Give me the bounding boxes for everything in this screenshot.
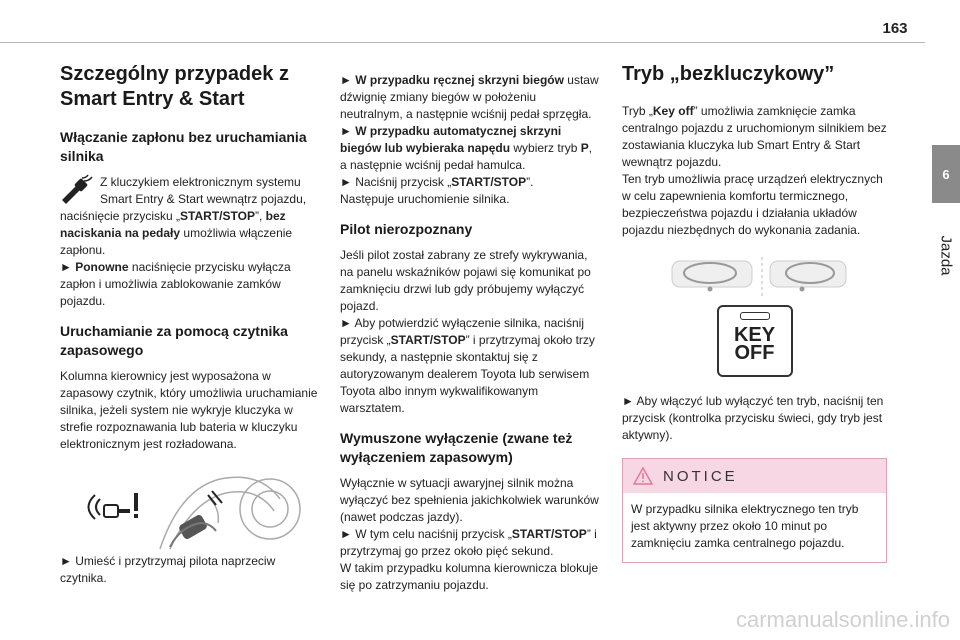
para-backup-reader-2: ► Umieść i przytrzymaj pilota naprzeciw czytnika. [60, 554, 276, 585]
section-ignition [60, 128, 322, 310]
para-keyless-2: Ten tryb umożliwia pracę urządzeń elektrycznych w celu zapewnienia komfortu termicznego, bezpieczeństwa pojazdu i działania układów pojazdu niezbędnych do wykonania zadania. [622, 172, 883, 237]
notice-box [622, 458, 887, 563]
section-backup-reader [60, 322, 322, 587]
section-remote-not-recognized [340, 220, 602, 417]
key-off-button[interactable] [717, 305, 793, 377]
heading-forced-shutdown: Wymuszone wyłączenie (zwane też wyłączeniem zapasowym) [340, 430, 573, 465]
heading-ignition: Włączanie zapłonu bez uruchamiania silnika [60, 129, 307, 164]
para-remote-1: Jeśli pilot został zabrany ze strefy wykrywania, na panelu wskaźników pojawi się komunikat po zamknięciu drzwi lub gdy próbujemy wyłączyć pojazd. [340, 248, 591, 313]
para-forced-2: ► W tym celu naciśnij przycisk „START/STOP” i przytrzymaj go przez około pięć sekund. [340, 527, 597, 558]
backup-reader-illustration [60, 469, 322, 539]
steering-column-reader-figure [60, 469, 322, 551]
para-manual-gearbox: ► W przypadku ręcznej skrzyni biegów ustaw dźwignię zmiany biegów w położeniu neutralnym, a następnie wciśnij pedał sprzęgła. [340, 73, 599, 121]
chapter-tab[interactable] [932, 145, 960, 203]
notice-body: W przypadku silnika elektrycznego ten tryb jest aktywny przez około 10 minut po zamknięciu zamka centralnego pojazdu. [631, 502, 859, 550]
remote-key-icon [58, 174, 94, 204]
key-off-label-line1: KEY [733, 324, 776, 346]
para-ignition-1: Z kluczykiem elektronicznym systemu Smart Entry & Start wewnątrz pojazdu, naciśnięcie przycisku „START/STOP”, bez naciskania na pedały umożliwia włączenie zapłonu. [60, 175, 307, 257]
para-forced-3: W takim przypadku kolumna kierownicza blokuje się po zatrzymaniu pojazdu. [340, 561, 599, 592]
para-keyless-1: Tryb „Key off” umożliwia zamknięcie zamka centralngo pojazdu z uruchomionym silnikiem bez zostawiania kluczyka lub Smart Entry & Start wewnątrz pojazdu. [622, 104, 887, 169]
section-title: Szczególny przypadek z Smart Entry & Start [60, 63, 289, 110]
warning-triangle-icon [633, 467, 653, 485]
watermark: carmanualsonline.info [735, 607, 950, 632]
chapter-number: 6 [942, 166, 950, 182]
para-keyless-3: ► Aby włączyć lub wyłączyć ten tryb, naciśnij ten przycisk (kontrolka przycisku świeci, gdy tryb jest aktywny). [622, 394, 884, 442]
notice-header [623, 459, 886, 493]
section-forced-shutdown [340, 429, 602, 594]
steering-wheel-right-icon [770, 261, 846, 292]
chapter-label-text: Jazda [937, 234, 955, 276]
steering-column-drawing [160, 477, 300, 549]
reader-warning-icon [89, 493, 139, 519]
heading-remote-not-recognized: Pilot nierozpoznany [340, 221, 473, 237]
section-title-keyless: Tryb „bezkluczykowy” [622, 63, 835, 85]
para-press-start: ► Naciśnij przycisk „START/STOP”. [340, 175, 534, 189]
hand-with-remote-icon [170, 491, 222, 547]
para-remote-2: ► Aby potwierdzić wyłączenie silnika, naciśnij przycisk „START/STOP” i przytrzymaj około trzy sekundy, a następnie skontaktuj się z autoryzowanym dealerem Toyota lub serwisem Toyota albo innym wykwalifikowanym warsztatem. [340, 316, 595, 415]
page-number: 163 [882, 20, 908, 37]
key-off-label-line2: OFF [734, 342, 775, 364]
chapter-label [932, 215, 960, 295]
notice-title: NOTICE [663, 467, 738, 485]
column-3 [622, 62, 887, 563]
para-forced-1: Wyłącznie w sytuacji awaryjnej silnik można wyłączyć bez spełnienia jakichkolwiek warunków (nawet podczas jazdy). [340, 476, 599, 524]
section-start-steps [340, 72, 602, 208]
para-auto-gearbox: ► W przypadku automatycznej skrzyni biegów lub wybieraka napędu wybierz tryb P, a następnie wciśnij pedał hamulca. [340, 124, 593, 172]
heading-backup-reader: Uruchamianie za pomocą czytnika zapasowego [60, 323, 288, 358]
para-ignition-2: ► Ponowne naciśnięcie przycisku wyłącza zapłon i umożliwia zablokowanie zamków pojazdu. [60, 260, 291, 308]
steering-wheel-left-icon [672, 261, 752, 292]
column-1 [60, 62, 322, 599]
column-2 [340, 72, 602, 606]
top-divider [0, 42, 925, 43]
para-backup-reader-1: Kolumna kierownicy jest wyposażona w zapasowy czytnik, który umożliwia uruchamianie silnika, jeżeli system nie wykryje kluczyka w strefie rozpoznawania lub bateria w kluczyku elektronicznym jest rozładowana. [60, 369, 318, 451]
steering-wheel-figure [622, 255, 887, 299]
indicator-lamp-icon [740, 312, 770, 320]
para-engine-starts: Następuje uruchomienie silnika. [340, 192, 510, 206]
